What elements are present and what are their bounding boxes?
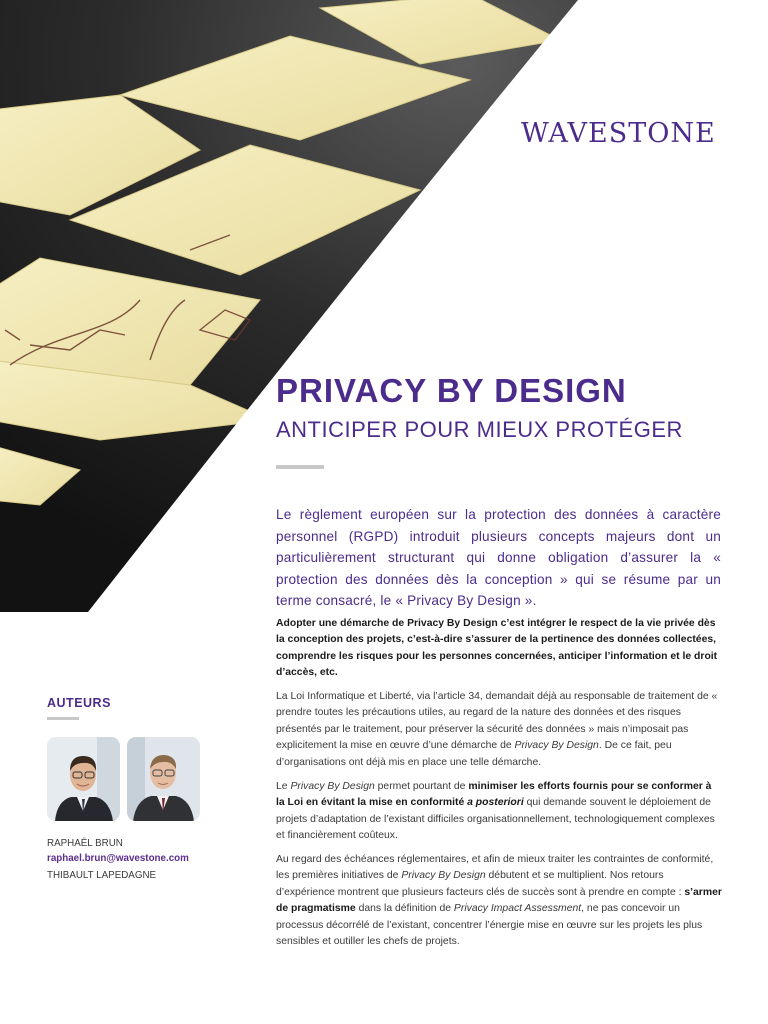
author-photo-thibault	[127, 737, 200, 821]
intro-paragraph: Le règlement européen sur la protection des données à caractère personnel (RGPD) introduit plusieurs concepts majeurs dont un particulièrement structurant qui donne obligation d’assurer la « protection des données dès la conception » qui se résume par un terme consacré, le « Privacy By Design ».	[276, 507, 721, 608]
page-title: PRIVACY BY DESIGN	[276, 372, 627, 409]
wavestone-logo: WAVESTONE	[521, 118, 716, 149]
author-email-1[interactable]: raphael.brun@wavestone.com	[47, 853, 189, 864]
author-photo-raphael	[47, 737, 120, 821]
body-paragraph-2: Le Privacy By Design permet pourtant de minimiser les efforts fournis pour se conformer à la Loi en évitant la mise en conformité a posteriori qui demande souvent le déploiement de projets d’adaptation de l’existant difficiles organisationnellement, technologiquement complexes et financièrement coûteux.	[276, 781, 715, 842]
body-paragraph-3: Au regard des échéances réglementaires, et afin de mieux traiter les contraintes de conformité, les premières initiatives de Privacy By Design débutent et se multiplient. Nos retours d’expérience montrent que plusieurs facteurs clés de succès sont à prendre en compte : s’armer de pragmatisme dans la définition de Privacy Impact Assessment, ne pas concevoir un processus décorrélé de l’existant, concentrer l’énergie mise en œuvre sur les projets les plus sensibles et outiller les chefs de projets.	[276, 854, 722, 948]
body-paragraph-1: La Loi Informatique et Liberté, via l’article 34, demandait déjà au responsable de traitement de « prendre toutes les précautions utiles, au regard de la nature des données et des risques présentés par le traitement, pour préserver la sécurité des données » mais n’imposait pas explicitement la mise en œuvre d’une démarche de Privacy By Design. De ce fait, peu d’organisations ont déjà mis en place une telle démarche.	[276, 691, 718, 768]
author-name-2: THIBAULT LAPEDAGNE	[47, 870, 157, 881]
title-divider	[276, 465, 324, 469]
author-name-1: RAPHAËL BRUN	[47, 838, 123, 849]
page-subtitle: ANTICIPER POUR MIEUX PROTÉGER	[276, 417, 683, 442]
authors-divider	[47, 717, 79, 720]
authors-heading: AUTEURS	[47, 696, 111, 710]
lead-paragraph: Adopter une démarche de Privacy By Design c’est intégrer le respect de la vie privée dès la conception des projets, c’est-à-dire s’assurer de la pertinence des données collectées, comprendre les risques pour les personnes concernées, anticiper l’information et le droit d’accès, etc.	[276, 618, 718, 679]
